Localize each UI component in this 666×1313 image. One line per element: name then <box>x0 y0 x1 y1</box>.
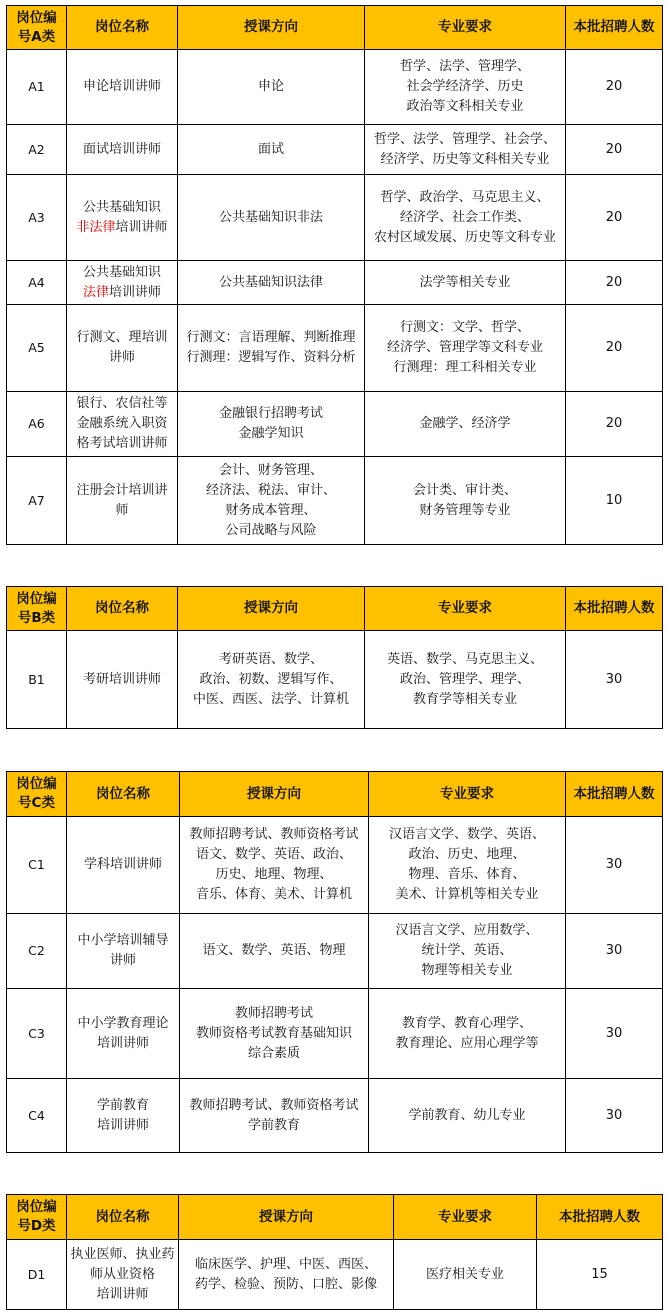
table-row <box>7 261 663 305</box>
position-name: 执业医师、执业药 师从业资格 培训讲师 <box>67 1240 179 1310</box>
hiring-count: 20 <box>566 125 663 175</box>
major-requirement: 哲学、法学、管理学、社会学、 经济学、历史等文科相关专业 <box>365 125 566 175</box>
position-name <box>67 261 178 305</box>
teaching-direction: 考研英语、数学、 政治、初数、逻辑写作、 中医、西医、法学、计算机 <box>178 631 365 729</box>
position-name <box>67 175 178 261</box>
hiring-count: 20 <box>566 50 663 125</box>
hiring-count: 20 <box>566 175 663 261</box>
table-row <box>7 50 663 125</box>
col-header-count: 本批招聘人数 <box>566 772 663 817</box>
position-code: C2 <box>7 914 67 989</box>
hiring-count: 20 <box>566 261 663 305</box>
table-a-header <box>7 6 663 50</box>
teaching-direction: 临床医学、护理、中医、西医、 药学、检验、预防、口腔、影像 <box>179 1240 394 1310</box>
col-header-direction: 授课方向 <box>178 6 365 50</box>
major-requirement: 法学等相关专业 <box>365 261 566 305</box>
table-row <box>7 392 663 457</box>
major-requirement: 哲学、政治学、马克思主义、 经济学、社会工作类、 农村区域发展、历史等文科专业 <box>365 175 566 261</box>
teaching-direction: 教师招聘考试、教师资格考试 学前教育 <box>180 1079 369 1153</box>
major-requirement: 汉语言文学、数学、英语、 政治、历史、地理、 物理、音乐、体育、 美术、计算机等相关专业 <box>369 817 566 914</box>
col-header-direction: 授课方向 <box>179 1195 394 1240</box>
col-header-requirement: 专业要求 <box>394 1195 537 1240</box>
major-requirement: 学前教育、幼儿专业 <box>369 1079 566 1153</box>
teaching-direction: 语文、数学、英语、物理 <box>180 914 369 989</box>
position-name: 申论培训讲师 <box>67 50 178 125</box>
position-code: C3 <box>7 989 67 1079</box>
col-header-requirement: 专业要求 <box>365 6 566 50</box>
col-header-direction: 授课方向 <box>180 772 369 817</box>
position-code: A6 <box>7 392 67 457</box>
hiring-count: 10 <box>566 457 663 545</box>
position-name-suffix: 培训讲师 <box>115 219 168 235</box>
position-name-prefix: 公共基础知识 <box>82 264 161 280</box>
col-header-count: 本批招聘人数 <box>537 1195 663 1240</box>
teaching-direction <box>178 305 365 392</box>
position-code: A5 <box>7 305 67 392</box>
teaching-direction-text: 行测文：言语理解、判断推理 行测理：逻辑写作、资料分析 <box>186 330 356 365</box>
col-header-code: 岗位编 号D类 <box>7 1195 67 1240</box>
position-code: C1 <box>7 817 67 914</box>
table-row <box>7 631 663 729</box>
hiring-count: 30 <box>566 989 663 1079</box>
table-row <box>7 914 663 989</box>
teaching-direction: 公共基础知识法律 <box>178 261 365 305</box>
col-header-name: 岗位名称 <box>67 772 180 817</box>
position-code: A1 <box>7 50 67 125</box>
teaching-direction: 会计、财务管理、 经济法、税法、审计、 财务成本管理、 公司战略与风险 <box>178 457 365 545</box>
table-row <box>7 989 663 1079</box>
table-row <box>7 175 663 261</box>
major-requirement: 哲学、法学、管理学、 社会学经济学、历史 政治等文科相关专业 <box>365 50 566 125</box>
table-row <box>7 457 663 545</box>
teaching-direction: 面试 <box>178 125 365 175</box>
table-c <box>6 771 663 1153</box>
col-header-direction: 授课方向 <box>178 587 365 631</box>
col-header-requirement: 专业要求 <box>365 587 566 631</box>
table-row <box>7 125 663 175</box>
col-header-code: 岗位编 号A类 <box>7 6 67 50</box>
position-name: 银行、农信社等 金融系统入职资 格考试培训讲师 <box>67 392 178 457</box>
major-requirement: 金融学、经济学 <box>365 392 566 457</box>
teaching-direction: 教师招聘考试、教师资格考试 语文、数学、英语、政治、 历史、地理、物理、 音乐、体育、美术、计算机 <box>180 817 369 914</box>
position-name: 中小学培训辅导 讲师 <box>67 914 180 989</box>
position-code: A3 <box>7 175 67 261</box>
position-name: 考研培训讲师 <box>67 631 178 729</box>
teaching-direction: 金融银行招聘考试 金融学知识 <box>178 392 365 457</box>
hiring-count: 30 <box>566 631 663 729</box>
table-row <box>7 305 663 392</box>
hiring-count: 30 <box>566 817 663 914</box>
position-name-prefix: 公共基础知识 <box>82 199 161 215</box>
teaching-direction: 申论 <box>178 50 365 125</box>
col-header-name: 岗位名称 <box>67 1195 179 1240</box>
table-d <box>6 1194 663 1310</box>
major-requirement: 教育学、教育心理学、 教育理论、应用心理学等 <box>369 989 566 1079</box>
hiring-count: 30 <box>566 1079 663 1153</box>
position-code: C4 <box>7 1079 67 1153</box>
hiring-count: 20 <box>566 305 663 392</box>
hiring-count: 15 <box>537 1240 663 1310</box>
teaching-direction: 公共基础知识非法 <box>178 175 365 261</box>
col-header-code: 岗位编 号C类 <box>7 772 67 817</box>
position-name: 面试培训讲师 <box>67 125 178 175</box>
table-a <box>6 5 663 545</box>
major-requirement: 行测文：文学、哲学、 经济学、管理学等文科专业 行测理：理工科相关专业 <box>365 305 566 392</box>
position-name: 注册会计培训讲 师 <box>67 457 178 545</box>
table-row <box>7 1079 663 1153</box>
col-header-name: 岗位名称 <box>67 6 178 50</box>
table-b <box>6 586 663 729</box>
hiring-count: 30 <box>566 914 663 989</box>
major-requirement: 英语、数学、马克思主义、 政治、管理学、理学、 教育学等相关专业 <box>365 631 566 729</box>
position-name-highlight: 法律 <box>82 284 109 300</box>
col-header-name: 岗位名称 <box>67 587 178 631</box>
position-name: 中小学教育理论 培训讲师 <box>67 989 180 1079</box>
position-code: D1 <box>7 1240 67 1310</box>
position-name-highlight: 非法律 <box>76 219 116 235</box>
position-code: B1 <box>7 631 67 729</box>
table-row <box>7 1240 663 1310</box>
major-requirement: 医疗相关专业 <box>394 1240 537 1310</box>
major-requirement: 会计类、审计类、 财务管理等专业 <box>365 457 566 545</box>
table-row <box>7 817 663 914</box>
position-name-suffix: 培训讲师 <box>109 284 162 300</box>
table-d-header <box>7 1195 663 1240</box>
position-name: 学科培训讲师 <box>67 817 180 914</box>
col-header-requirement: 专业要求 <box>369 772 566 817</box>
col-header-count: 本批招聘人数 <box>566 587 663 631</box>
position-code: A7 <box>7 457 67 545</box>
col-header-code: 岗位编 号B类 <box>7 587 67 631</box>
position-name: 学前教育 培训讲师 <box>67 1079 180 1153</box>
hiring-count: 20 <box>566 392 663 457</box>
major-requirement: 汉语言文学、应用数学、 统计学、英语、 物理等相关专业 <box>369 914 566 989</box>
position-name: 行测文、理培训 讲师 <box>67 305 178 392</box>
table-b-header <box>7 587 663 631</box>
teaching-direction: 教师招聘考试 教师资格考试教育基础知识 综合素质 <box>180 989 369 1079</box>
table-c-header <box>7 772 663 817</box>
position-code: A2 <box>7 125 67 175</box>
col-header-count: 本批招聘人数 <box>566 6 663 50</box>
position-code: A4 <box>7 261 67 305</box>
